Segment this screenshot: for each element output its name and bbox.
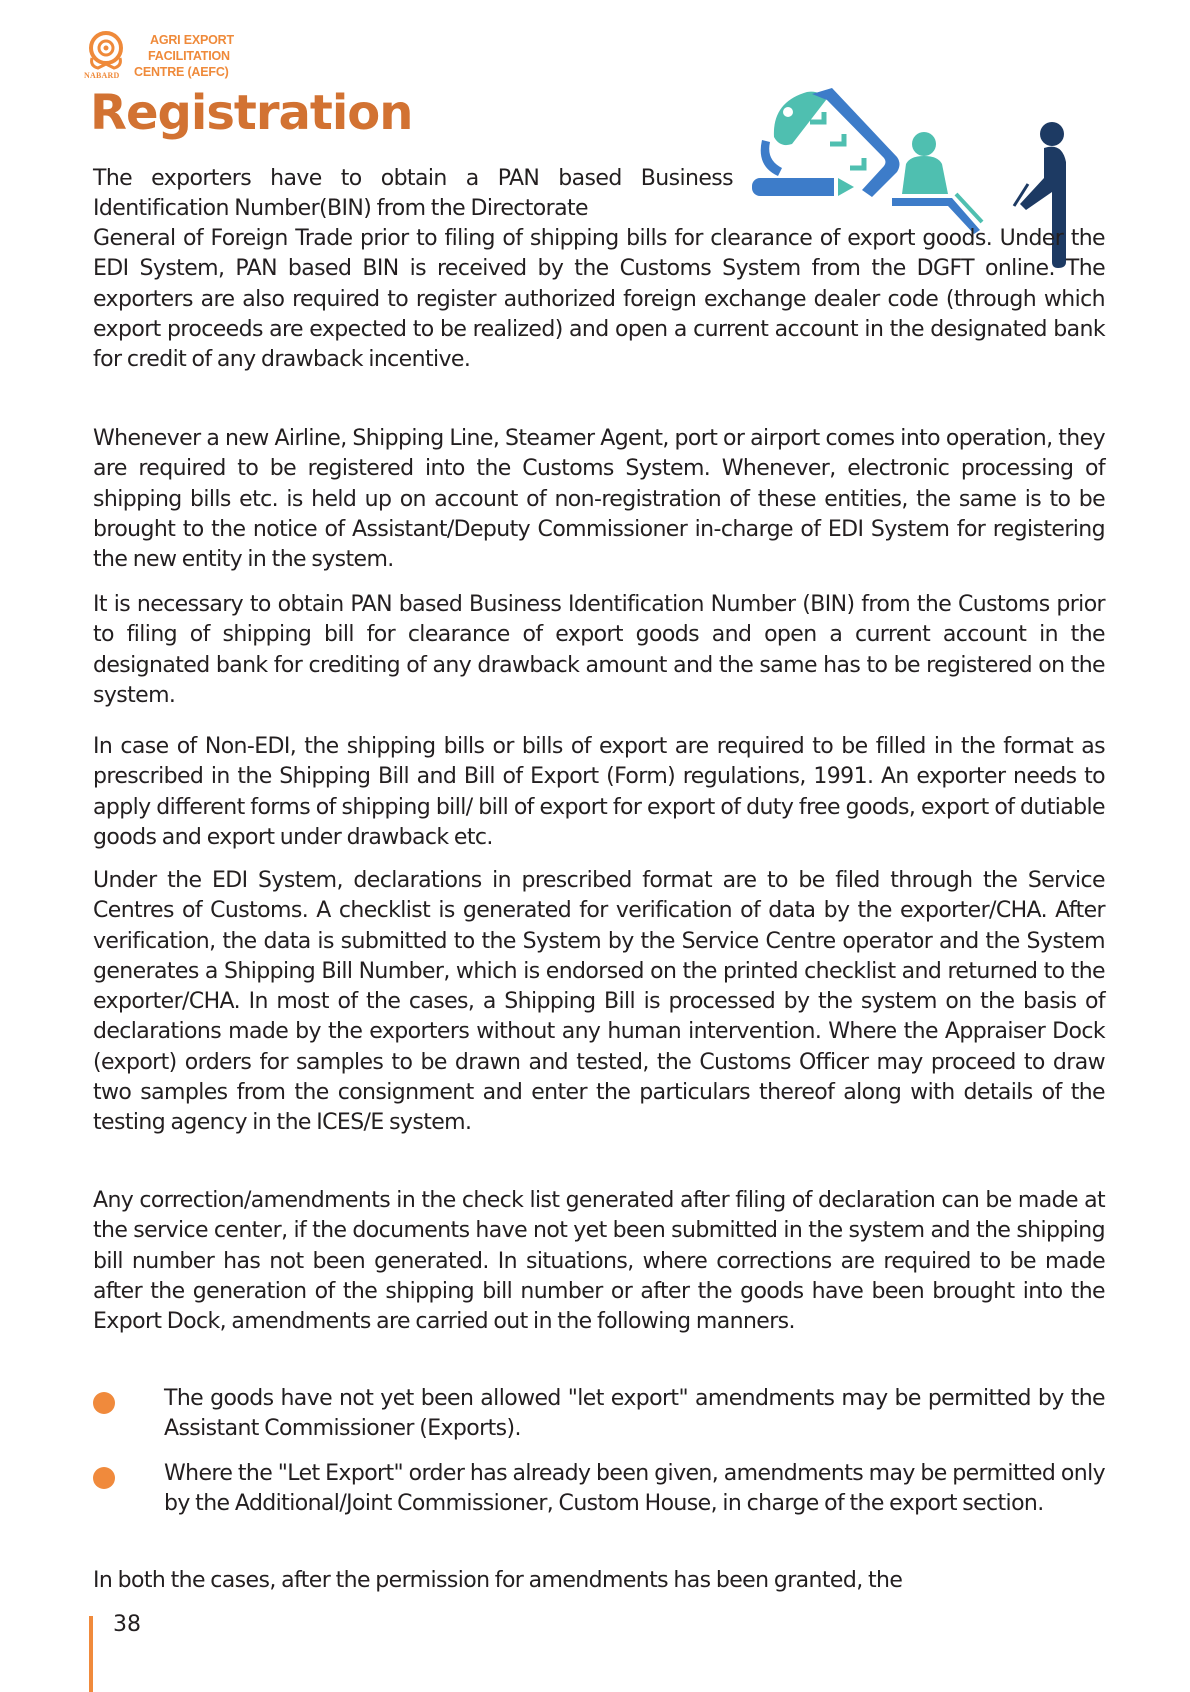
nabard-label: NABARD [84, 71, 120, 80]
bullet-dot-icon [93, 1392, 115, 1414]
intro-paragraph-part-1: The exporters have to obtain a PAN based Business Identification Number(BIN) from the Directorate [93, 166, 733, 222]
paragraph-amendments: Any correction/amendments in the check list generated after filing of declaration can be made at the service center, if the documents have not yet been submitted in the system and the shipping bill number has not been generated. In situations, where corrections are required to be made after the generation of the shipping bill number or after the goods have been brought into the Export Dock, amendments are carried out in the following manners. [93, 1188, 1105, 1335]
page-title: Registration [90, 85, 413, 141]
page-number: 38 [113, 1612, 141, 1637]
logo-text [134, 32, 234, 80]
paragraph-new-entity-registration: Whenever a new Airline, Shipping Line, Steamer Agent, port or airport comes into operation, they are required to be registered into the Customs System. Whenever, electronic processing of shipping bills etc. is held up on account of non-registration of these entities, the same is to be brought to the notice of Assistant/Deputy Commissioner in-charge of EDI System for registering the new entity in the system. [93, 426, 1105, 573]
list-item-text: Where the "Let Export" order has already been given, amendments may be permitted only by the Additional/Joint Commissioner, Custom House, in charge of the export section. [164, 1461, 1105, 1517]
aefc-logo [86, 28, 246, 84]
paragraph-edi-system: Under the EDI System, declarations in prescribed format are to be filed through the Service Centres of Customs. A checklist is generated for verification of data by the exporter/CHA. After verification, the data is submitted to the System by the Service Centre operator and the System generates a Shipping Bill Number, which is endorsed on the printed checklist and returned to the exporter/CHA. In most of the cases, a Shipping Bill is processed by the system on the basis of declarations made by the exporters without any human intervention. Where the Appraiser Dock (export) orders for samples to be drawn and tested, the Customs Officer may proceed to draw two samples from the consignment and enter the particulars thereof along with details of the testing agency in the ICES/E system. [93, 868, 1105, 1136]
page-number-rule [89, 1616, 93, 1692]
paragraph-closing: In both the cases, after the permission for amendments has been granted, the [93, 1568, 903, 1593]
logo-line-2: FACILITATION [148, 49, 230, 63]
logo-line-1: AGRI EXPORT [150, 33, 234, 47]
paragraph-bin-requirement: It is necessary to obtain PAN based Business Identification Number (BIN) from the Customs prior to filing of shipping bill for clearance of export goods and open a current account in the designated bank for crediting of any drawback amount and the same has to be registered on the system. [93, 592, 1105, 708]
bullet-dot-icon [93, 1467, 115, 1489]
paragraph-non-edi: In case of Non-EDI, the shipping bills or bills of export are required to be filled in the format as prescribed in the Shipping Bill and Bill of Export (Form) regulations, 1991. An exporter needs to apply different forms of shipping bill/ bill of export for export of duty free goods, export of dutiable goods and export under drawback etc. [93, 734, 1105, 850]
list-item-text: The goods have not yet been allowed "let export" amendments may be permitted by the Assistant Commissioner (Exports). [164, 1386, 1105, 1442]
logo-line-3: CENTRE (AEFC) [134, 65, 229, 79]
intro-paragraph-part-2: General of Foreign Trade prior to filing of shipping bills for clearance of export goods. Under the EDI System, PAN based BIN is received by the Customs System from the DGFT online. The exporters are also required to register authorized foreign exchange dealer code (through which export proceeds are expected to be realized) and open a current account in the designated bank for credit of any drawback incentive. [93, 226, 1105, 373]
